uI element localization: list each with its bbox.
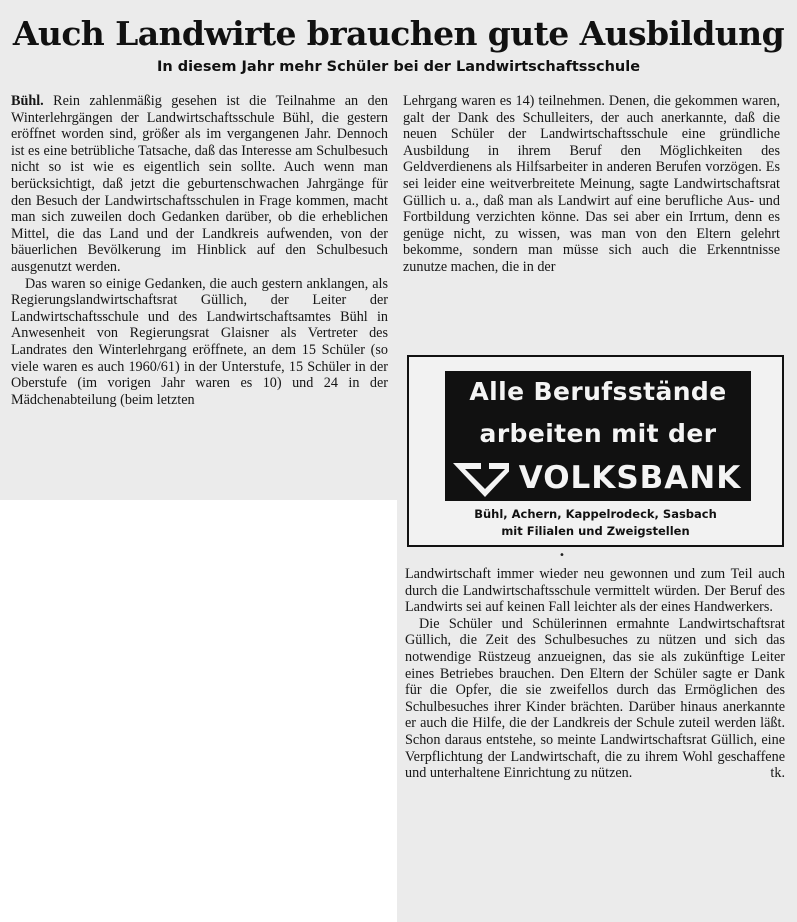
article-headline: Auch Landwirte brauchen gute Ausbildung	[12, 14, 785, 53]
article-dateline: Bühl.	[11, 93, 44, 109]
article-column-right-top	[403, 93, 780, 276]
ad-branch-note: mit Filialen und Zweigstellen	[501, 524, 690, 538]
ad-brand-name: VOLKSBANK	[509, 455, 751, 501]
article-paragraph	[11, 93, 388, 276]
article-paragraph: Das waren so einige Gedanken, die auch gestern anklangen, als Regierungslandwirtschaftsrat Güllich, der Leiter der Landwirtschaftsschule und des Landwirtschaftsamtes Bühl in Anwesenheit von Regierungsrat Glaisner als Vertreter des Landrates den Winterlehrgang eröffnete, an dem 15 Schüler (so viele waren es auch 1960/61) in der Unterstufe, 15 Schüler in der Oberstufe (im vorigen Jahr waren es 10) und 24 in der Mädchenabteilung (beim letzten	[11, 275, 388, 408]
ad-headline-line-1: Alle Berufsstände	[445, 371, 751, 413]
article-paragraph: Lehrgang waren es 14) teilnehmen. Denen, die gekommen waren, galt der Dank des Schulleiters, der auch anerkannte, daß die neuen Schüler der Landwirtschaftsschule eine gründliche Ausbildung in ihrem Beruf den Möglichkeiten des Geldverdienens als Hilfsarbeiter in anderen Berufen vorzögen. Es sei leider eine weitverbreitete Meinung, sagte Landwirtschaftsrat Güllich u. a., daß man als Landwirt auf eine berufliche Aus- und Fortbildung verzichten könne. Das sei aber ein Irrtum, denn es genüge nicht, zu wissen, was man von den Eltern gelehrt bekomme, sondern man müsse sich auch die Erkenntnisse zunutze machen, die in der	[403, 93, 780, 275]
article-paragraph-text: Rein zahlenmäßig gesehen ist die Teilnahme an den Winterlehrgängen der Landwirtschaftsschule Bühl, die gestern eröffnet worden sind, größer als im vergangenen Jahr. Dennoch ist es eine betrübliche Tatsache, daß das Interesse am Schulbesuch nicht so ist wie es eigentlich sein sollte. Auch wenn man berücksichtigt, daß jetzt die geburtenschwachen Jahrgänge für den Besuch der Landwirtschaftsschulen in Frage kommen, macht man sich zuweilen doch Gedanken darüber, ob die erheblichen Mittel, die das Land und der Landkreis aufwenden, von der bäuerlichen Bevölkerung im Hinblick auf den Schulbesuch ausgenutzt werden.	[11, 93, 388, 275]
article-paragraph-text: Die Schüler und Schülerinnen ermahnte Landwirtschaftsrat Güllich, die Zeit des Schulbesuches zu nützen und sich das notwendige Rüstzeug anzueignen, das sie als zukünftige Leiter eines Betriebes brauchen. Den Eltern der Schüler sagte er Dank für die Opfer, die sie zweifellos durch das Ermöglichen des Schulbesuches ihrer Kinder brächten. Darüber hinaus anerkannte er auch die Hilfe, die der Landkreis der Schule zuteil werden läßt. Schon daraus entstehe, so meinte Landwirtschaftsrat Güllich, eine Verpflichtung der Landwirtschaft, die zu ihrem Wohl geschaffene und unterhaltene Einrichtung zu nützen.	[405, 615, 785, 782]
author-signature: tk.	[770, 765, 785, 782]
volksbank-advertisement	[407, 355, 784, 547]
separator-bullet: •	[559, 550, 565, 561]
article-paragraph	[405, 616, 785, 782]
ad-headline-line-2: arbeiten mit der	[445, 413, 751, 455]
article-column-left	[11, 93, 388, 408]
article-column-right-bottom	[405, 566, 785, 782]
article-subheadline: In diesem Jahr mehr Schüler bei der Landwirtschaftsschule	[156, 59, 641, 75]
article-paragraph: Landwirtschaft immer wieder neu gewonnen und zum Teil auch durch die Landwirtschaftsschule vermittelt würden. Der Beruf des Landwirts sei auf keinen Fall leichter als der eines Handwerkers.	[405, 566, 785, 616]
ad-branch-locations: Bühl, Achern, Kappelrodeck, Sasbach	[474, 507, 717, 521]
